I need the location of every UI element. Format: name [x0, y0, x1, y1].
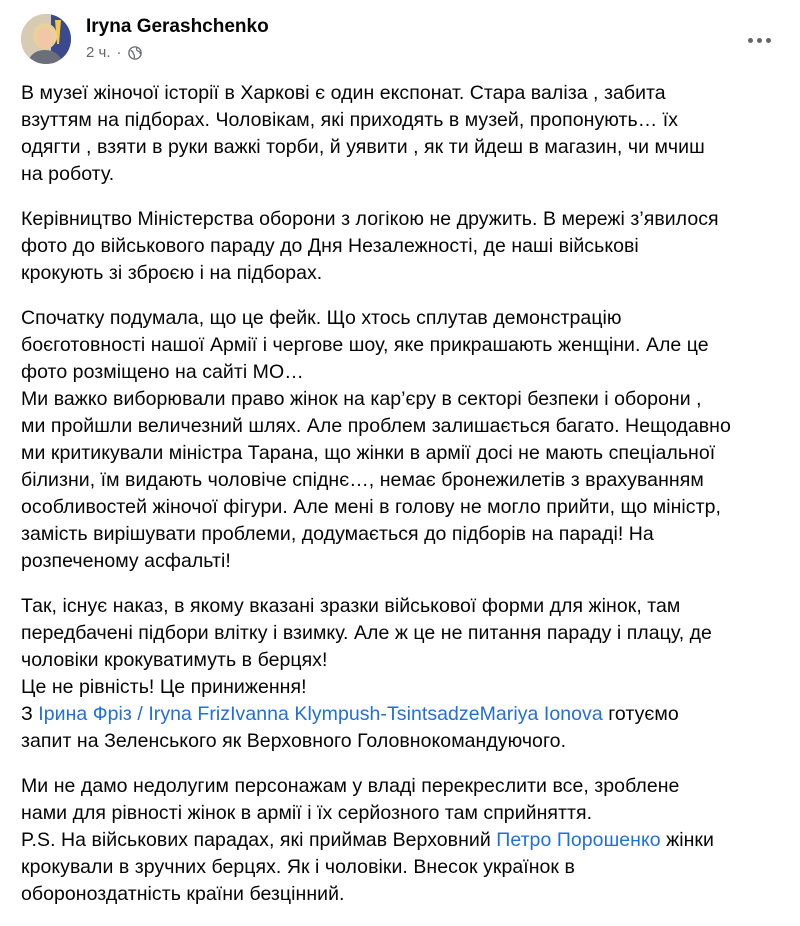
text-line: фото розміщено на сайті МО… — [21, 361, 304, 383]
text-line: Керівництво Міністерства оборони з логікою не дружить. В мережі з’явилося — [21, 208, 719, 230]
post-content — [21, 80, 791, 926]
text-line: В музеї жіночої історії в Харкові є один експонат. Стара валіза , забита — [21, 82, 666, 104]
meta-separator: · — [116, 44, 122, 61]
text-line: білизни, їм видають чоловіче спіднє…, немає бронежилетів з врахуванням — [21, 469, 704, 491]
text-line: Ми важко виборювали право жінок на кар’єру в секторі безпеки і оборони , — [21, 388, 702, 410]
text-line: ми критикували міністра Тарана, що жінки в армії досі не мають спеціальної — [21, 442, 716, 464]
text-line: Ми не дамо недолугим персонажам у владі перекреслити все, зроблене — [21, 775, 680, 797]
text-line: обороноздатність країни безцінний. — [21, 883, 345, 905]
text-line: Так, існує наказ, в якому вказані зразки військової форми для жінок, там — [21, 595, 681, 617]
text-line: взуттям на підборах. Чоловікам, які приходять в музей, пропонують… їх — [21, 109, 679, 131]
tag-link-iryna-friz[interactable]: Ірина Фріз / Iryna Friz — [38, 703, 231, 725]
paragraph-3 — [21, 305, 791, 575]
text-line: особливостей жіночої фігури. Але мені в голову не могло прийти, що міністр, — [21, 496, 721, 518]
paragraph-4 — [21, 593, 791, 755]
text-line: Це не рівність! Це приниження! — [21, 676, 307, 698]
paragraph-2 — [21, 206, 791, 287]
tag-line — [21, 701, 791, 728]
paragraph-1 — [21, 80, 791, 188]
text-line: крокують зі зброєю і на підборах. — [21, 262, 323, 284]
text-line: запит на Зеленського як Верховного Головнокомандуючого. — [21, 730, 567, 752]
tag-link-petro-poroshenko[interactable]: Петро Порошенко — [496, 829, 661, 851]
text-line: ми пройшли величезний шлях. Але проблем залишається багато. Нещодавно — [21, 415, 731, 437]
post-header — [0, 0, 800, 76]
text-line: фото до військового параду до Дня Незалежності, де наші військові — [21, 235, 639, 257]
tag-link-mariya-ionova[interactable]: Mariya Ionova — [479, 703, 603, 725]
text-line: крокували в зручних берцях. Як і чоловіки. Внесок українок в — [21, 856, 575, 878]
author-name[interactable]: Iryna Gerashchenko — [86, 16, 269, 37]
post-time[interactable]: 2 ч. — [86, 44, 111, 61]
tag-line — [21, 827, 791, 854]
post-meta — [86, 44, 142, 61]
paragraph-5 — [21, 773, 791, 908]
text-line: Спочатку подумала, що це фейк. Що хтось сплутав демонстрацію — [21, 307, 622, 329]
text-fragment: готуємо — [602, 703, 679, 725]
more-options-icon[interactable] — [739, 22, 779, 58]
text-line: нами для рівності жінок в армії і їх серйозного там сприйняття. — [21, 802, 593, 824]
text-fragment: P.S. На військових парадах, які приймав Верховний — [21, 829, 497, 851]
author-avatar[interactable] — [21, 14, 71, 64]
text-line: чоловіки крокуватимуть в берцях! — [21, 649, 328, 671]
text-line: одягти , взяти в руки важкі торби, й уявити , як ти йдеш в магазин, чи мчиш — [21, 136, 705, 158]
tag-link-ivanna-klympush-tsintsadze[interactable]: Ivanna Klympush-Tsintsadze — [230, 703, 480, 725]
text-line: передбачені підбори влітку і взимку. Але ж це не питання параду і плацу, де — [21, 622, 712, 644]
globe-icon[interactable] — [128, 46, 142, 60]
text-line: розпеченому асфальті! — [21, 550, 231, 572]
text-fragment: жінки — [660, 829, 714, 851]
text-line: на роботу. — [21, 163, 115, 185]
text-fragment: З — [21, 703, 39, 725]
text-line: боєготовності нашої Армії і чергове шоу, яке прикрашають женщіни. Але це — [21, 334, 709, 356]
text-line: замість вирішувати проблеми, додумається до підборів на параді! На — [21, 523, 654, 545]
